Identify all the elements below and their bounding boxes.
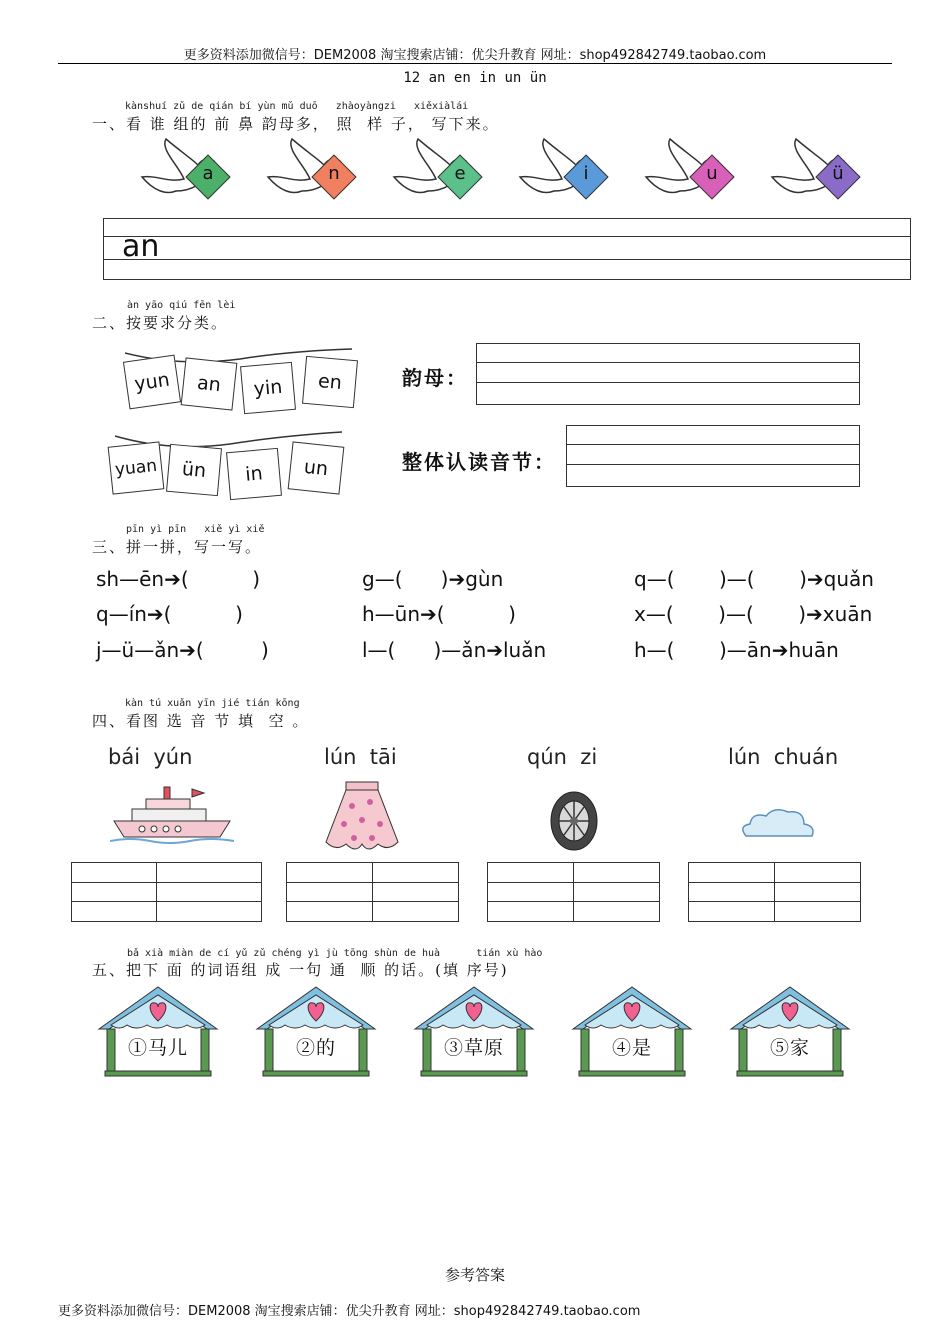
q5-instruction: 五、把下 面 的词语组 成 一句 通 顺 的话。(填 序号)	[92, 961, 509, 979]
syllable-lun-chuan: lún chuán	[728, 745, 839, 769]
q1-pinyin: kànshuí zǔ de qián bí yùn mǔ duō zhàoyàngzi xiěxiàlái	[125, 101, 469, 112]
answer-grid-1[interactable]	[71, 862, 262, 922]
q2-pinyin: àn yāo qiú fēn lèi	[127, 300, 236, 311]
answer-grid-4[interactable]	[688, 862, 861, 922]
spell-3-1[interactable]: j—ü—ǎn➔( )	[96, 638, 269, 662]
card-an: an	[181, 357, 238, 410]
house-label: ①马儿	[127, 1037, 188, 1059]
dove-card-u	[642, 135, 747, 205]
letter-label: u	[706, 163, 718, 184]
card-in: in	[226, 448, 282, 500]
house-label: ②的	[295, 1037, 336, 1059]
header-rule	[58, 63, 892, 64]
skirt-icon	[322, 780, 402, 856]
house-icon	[413, 985, 535, 1077]
spell-1-3[interactable]: q—( )—( )➔quǎn	[634, 567, 874, 591]
house-label: ③草原	[443, 1037, 504, 1059]
answer-grid-3[interactable]	[487, 862, 660, 922]
dove-card-a	[138, 135, 243, 205]
cloud-icon	[738, 804, 818, 844]
letter-label: a	[202, 163, 214, 184]
dove-card-u-umlaut	[768, 135, 873, 205]
house-icon	[97, 985, 219, 1077]
letter-label: i	[583, 163, 589, 184]
answer-heading: 参考答案	[444, 1266, 505, 1284]
example-answer: an	[122, 229, 160, 264]
zhengti-answer-lines[interactable]	[566, 425, 860, 487]
q4-instruction: 四、看图 选 音 节 填 空 。	[92, 712, 310, 730]
word-house-1	[97, 985, 219, 1077]
q3-instruction: 三、拼一拼，写一写。	[92, 538, 263, 556]
syllable-bai-yun: bái yún	[108, 745, 193, 769]
q4-pinyin: kàn tú xuǎn yīn jié tián kōng	[125, 698, 300, 709]
spell-3-3[interactable]: h—( )—ān➔huān	[634, 638, 839, 662]
word-house-4	[571, 985, 693, 1077]
wheel-icon	[548, 790, 600, 852]
word-house-3	[413, 985, 535, 1077]
card-un: un	[288, 441, 345, 494]
q2-instruction: 二、按要求分类。	[92, 314, 229, 332]
q1-writing-lines[interactable]	[103, 218, 911, 280]
page-header: 更多资料添加微信号：DEM2008 淘宝搜索店铺：优尖升教育 网址：shop492842749.taobao.com	[183, 48, 767, 63]
label-zhengti: 整体认读音节：	[402, 450, 556, 474]
yunmu-answer-lines[interactable]	[476, 343, 860, 405]
spell-1-2[interactable]: g—( )➔gùn	[362, 567, 504, 591]
spell-1-1[interactable]: sh—ēn➔( )	[96, 567, 261, 591]
spell-2-2[interactable]: h—ūn➔( )	[362, 602, 516, 626]
house-icon	[729, 985, 851, 1077]
word-house-5	[729, 985, 851, 1077]
spell-3-2[interactable]: l—( )—ǎn➔luǎn	[362, 638, 547, 662]
house-icon	[255, 985, 377, 1077]
letter-label: ü	[832, 163, 844, 184]
q1-instruction: 一、看 谁 组的 前 鼻 韵母多， 照 样 子， 写下来。	[92, 115, 500, 133]
card-u-umlaut-n: ün	[166, 444, 222, 496]
label-yunmu: 韵母：	[402, 366, 468, 390]
bird-row	[138, 135, 873, 205]
card-en: en	[302, 356, 358, 408]
card-yuan: yuan	[108, 441, 165, 494]
q3-pinyin: pīn yì pīn xiě yì xiě	[126, 524, 265, 535]
dove-card-n	[264, 135, 369, 205]
ship-icon	[110, 785, 238, 847]
spell-2-1[interactable]: q—ín➔( )	[96, 602, 243, 626]
syllable-qun-zi: qún zi	[527, 745, 598, 769]
syllable-lun-tai: lún tāi	[324, 745, 397, 769]
page-footer: 更多资料添加微信号：DEM2008 淘宝搜索店铺：优尖升教育 网址：shop492842749.taobao.com	[58, 1304, 641, 1319]
spell-2-3[interactable]: x—( )—( )➔xuān	[634, 602, 873, 626]
card-yin: yin	[240, 362, 296, 414]
q5-pinyin: bǎ xià miàn de cí yǔ zǔ chéng yì jù tōng shùn de huà tián xù hào	[127, 948, 543, 959]
dove-card-e	[390, 135, 495, 205]
word-house-2	[255, 985, 377, 1077]
lesson-title: 12 an en in un ün	[403, 70, 547, 86]
letter-label: n	[328, 163, 340, 184]
house-icon	[571, 985, 693, 1077]
dove-card-i	[516, 135, 621, 205]
card-yun: yun	[123, 355, 181, 410]
letter-label: e	[454, 163, 466, 184]
answer-grid-2[interactable]	[286, 862, 459, 922]
house-label: ④是	[611, 1037, 652, 1059]
house-label: ⑤家	[769, 1037, 810, 1059]
